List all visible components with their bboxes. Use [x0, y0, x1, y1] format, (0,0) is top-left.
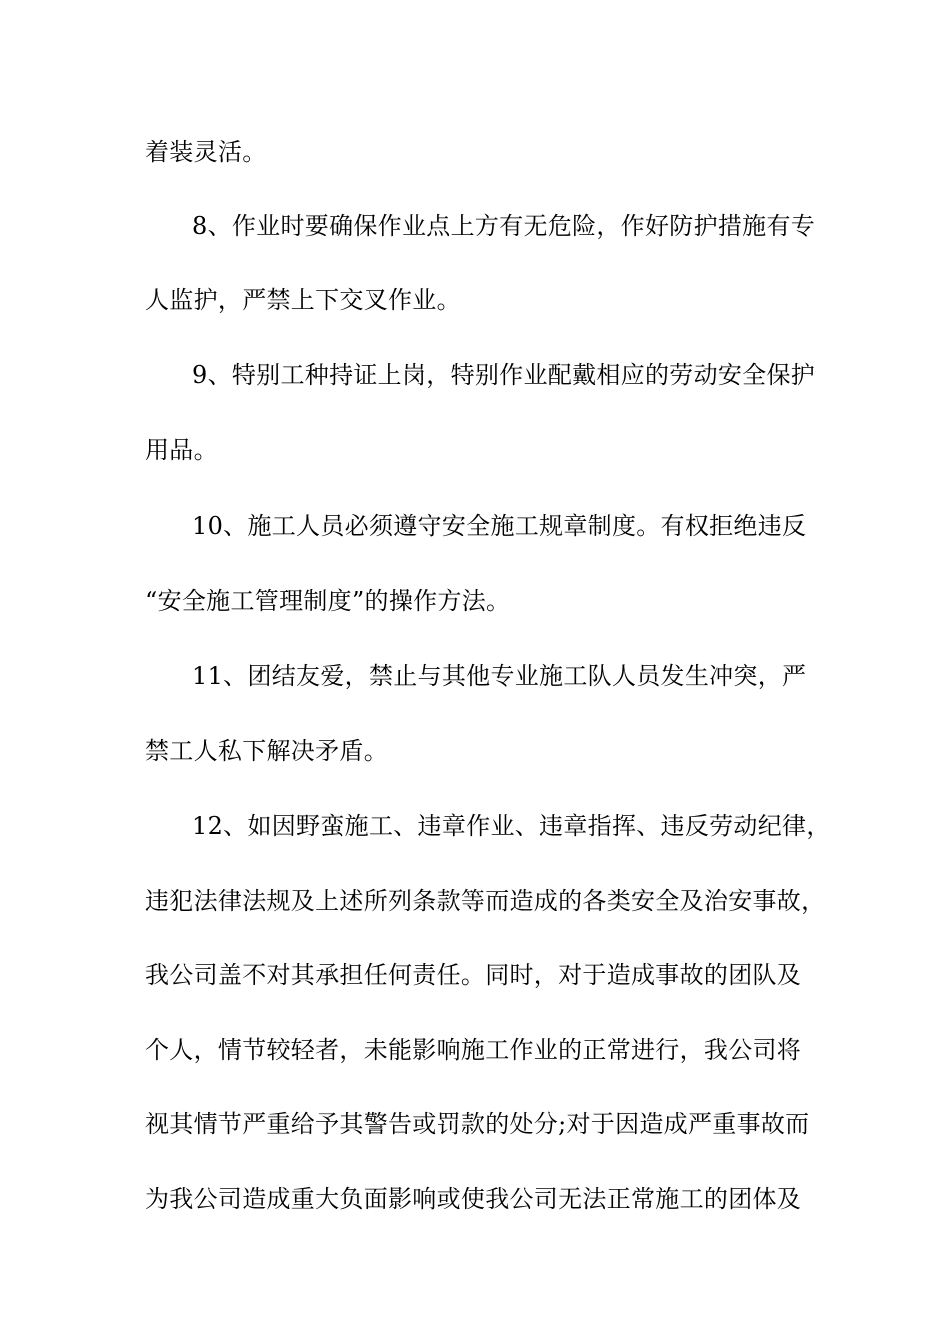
text-line: 违犯法律法规及上述所列条款等而造成的各类安全及治安事故， — [145, 887, 826, 915]
text-line: 10、施工人员必须遵守安全施工规章制度。有权拒绝违反 — [192, 512, 807, 540]
text-line: 视其情节严重给予其警告或罚款的处分;对于因造成严重事故而 — [145, 1110, 810, 1138]
text-line: 12、如因野蛮施工、违章作业、违章指挥、违反劳动纪律， — [192, 812, 831, 840]
text-line: 禁工人私下解决矛盾。 — [145, 737, 388, 765]
text-line: 9、特别工种持证上岗，特别作业配戴相应的劳动安全保护 — [192, 361, 816, 389]
text-line: 8、作业时要确保作业点上方有无危险，作好防护措施有专 — [192, 212, 816, 240]
text-line: 为我公司造成重大负面影响或使我公司无法正常施工的团体及 — [145, 1185, 802, 1213]
text-line: 我公司盖不对其承担任何责任。同时，对于造成事故的团队及 — [145, 961, 802, 989]
text-line: 着装灵活。 — [145, 138, 267, 166]
text-line: 人监护，严禁上下交叉作业。 — [145, 286, 461, 314]
text-line: 11、团结友爱，禁止与其他专业施工队人员发生冲突，严 — [192, 662, 807, 690]
text-line: “安全施工管理制度”的操作方法。 — [145, 587, 511, 615]
text-line: 个人，情节较轻者，未能影响施工作业的正常进行，我公司将 — [145, 1036, 802, 1064]
text-line: 用品。 — [145, 436, 218, 464]
